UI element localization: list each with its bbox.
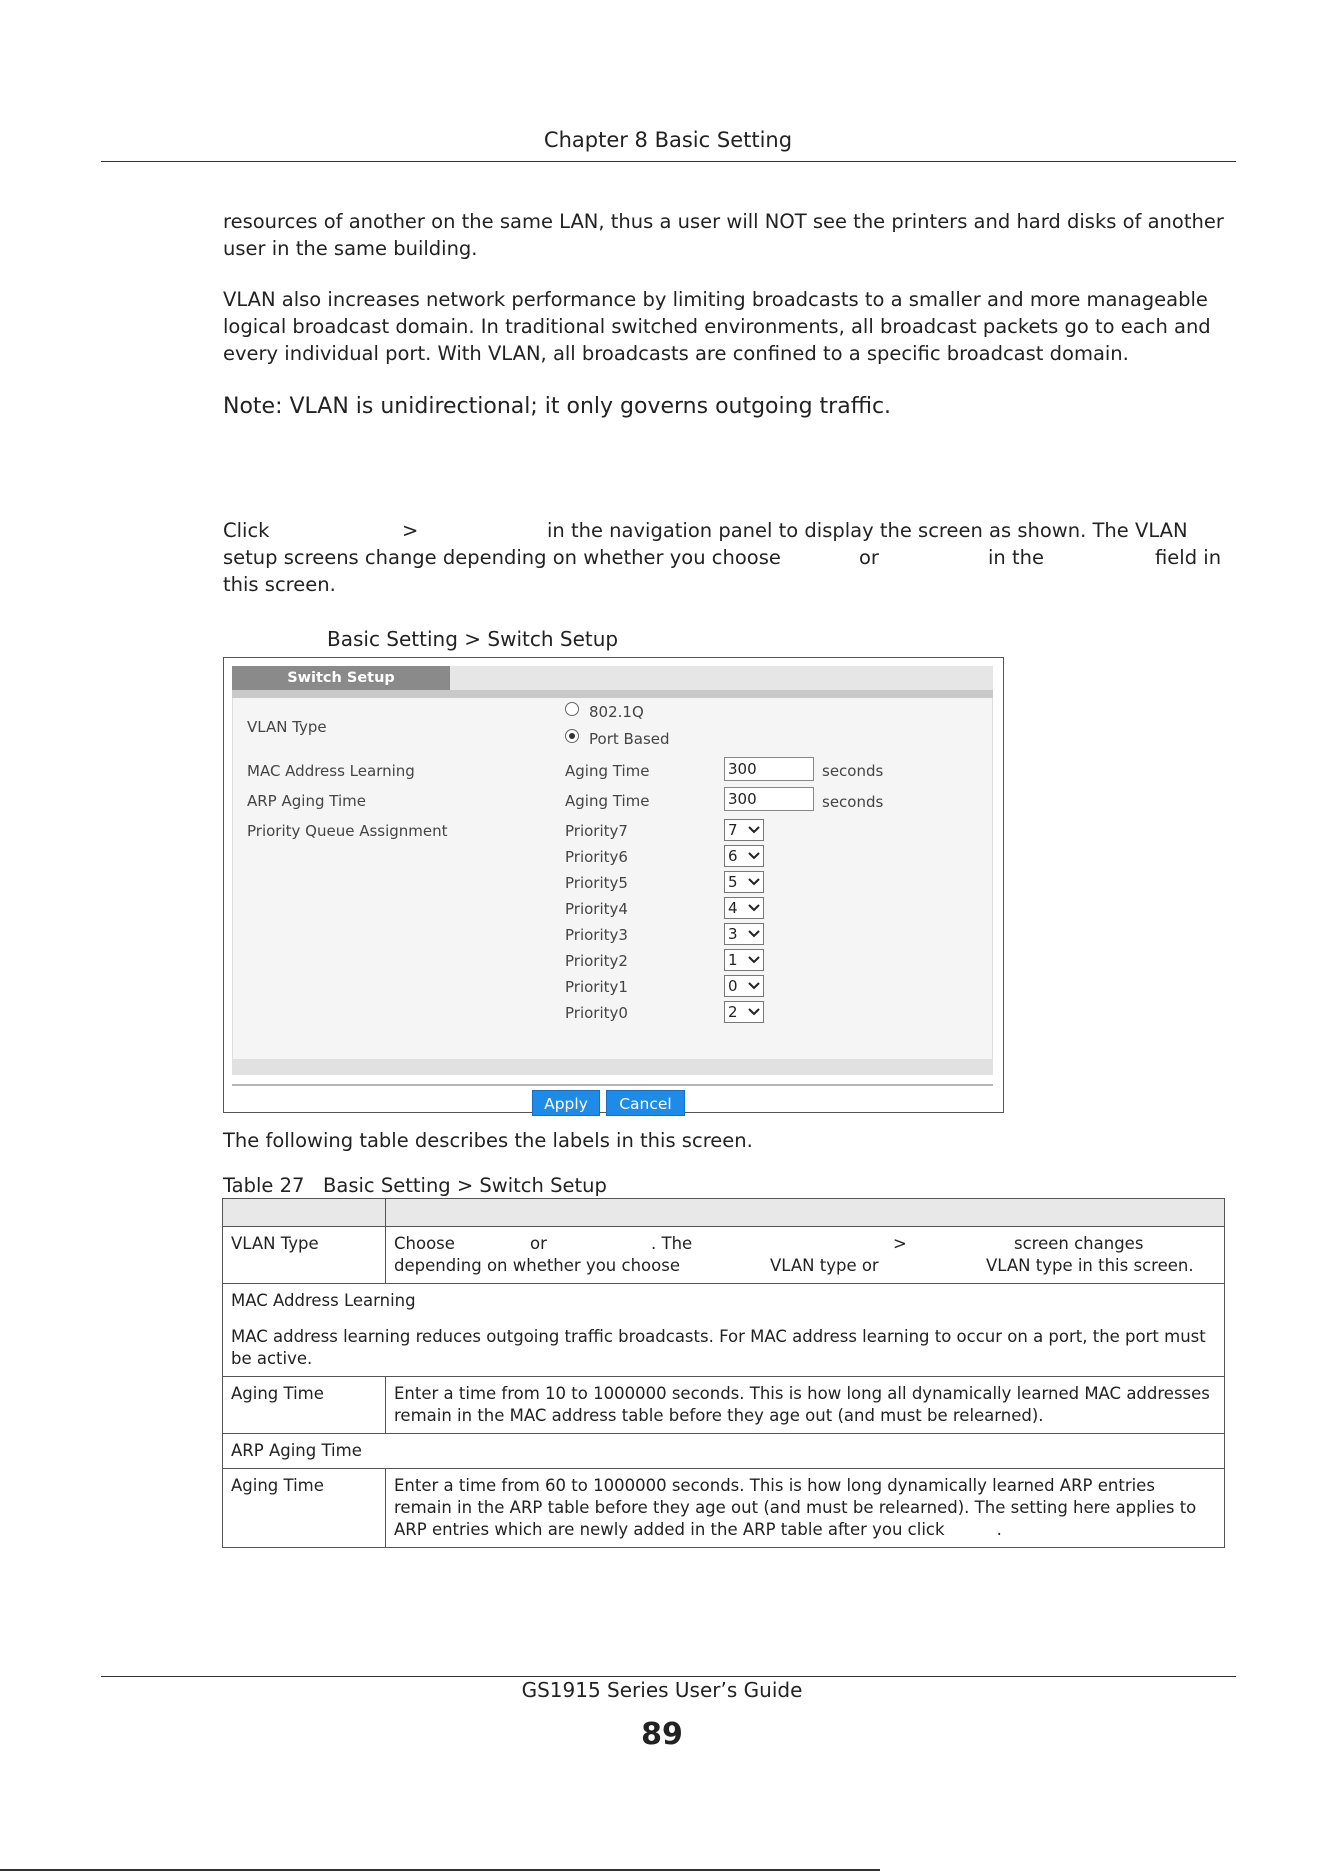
table-header-label [223, 1199, 386, 1227]
radio-802-1q[interactable] [565, 702, 579, 716]
settings-panel [232, 698, 993, 1059]
bottom-edge-line [0, 1869, 880, 1871]
priority4-label: Priority4 [565, 900, 628, 918]
priority1-label: Priority1 [565, 978, 628, 996]
vlan-desc-vlan-type-in: VLAN type in this screen. [986, 1256, 1194, 1275]
arp-seconds-label: seconds [822, 793, 884, 811]
table-row [223, 1469, 1225, 1548]
priority5-select[interactable] [724, 871, 764, 893]
priority4-select[interactable] [724, 897, 764, 919]
cancel-button[interactable]: Cancel [606, 1090, 685, 1116]
tab-bar [232, 666, 993, 698]
table-row [223, 1227, 1225, 1284]
header-rule [101, 161, 1236, 162]
tab-switch-setup[interactable]: Switch Setup [232, 666, 450, 690]
vlan-type-label: VLAN Type [247, 718, 327, 736]
row-mac-aging-desc: Enter a time from 10 to 1000000 seconds. This is how long all dynamically learned MAC addresses remain in the MAC address table before they age out (and must be relearned). [386, 1377, 1225, 1434]
footer-rule [101, 1676, 1236, 1677]
priority3-value: 3 [728, 925, 738, 943]
vlan-desc-line1 [394, 1233, 1216, 1255]
table-header-description [386, 1199, 1225, 1227]
mac-learning-text: MAC address learning reduces outgoing traffic broadcasts. For MAC address learning to occur on a port, the port must be active. [231, 1327, 1206, 1368]
radio-port-based-label: Port Based [589, 730, 670, 748]
vlan-desc-the: . The [651, 1234, 693, 1253]
priority1-value: 0 [728, 977, 738, 995]
priority2-value: 1 [728, 951, 738, 969]
priority1-select[interactable] [724, 975, 764, 997]
p3-this-screen: this screen. [223, 573, 336, 596]
priority4-value: 4 [728, 899, 738, 917]
vlan-desc-vlan-type-or: VLAN type or [770, 1256, 879, 1275]
priority0-value: 2 [728, 1003, 738, 1021]
paragraph-2 [223, 286, 1233, 367]
chevron-down-icon [748, 850, 760, 862]
p3-field-in: field in [1155, 546, 1222, 569]
priority7-value: 7 [728, 821, 738, 839]
priority3-select[interactable] [724, 923, 764, 945]
panel-bottom-bar [232, 1059, 993, 1075]
figure-caption: Basic Setting > Switch Setup [327, 627, 619, 651]
paragraph-2-text: VLAN also increases network performance by limiting broadcasts to a smaller and more manageable logical broadcast domain. In traditional switched environments, all broadcast packets go to each and every individual port. With VLAN, all broadcasts are confined to a specific broadcast domain. [223, 288, 1211, 365]
table-row [223, 1377, 1225, 1434]
chevron-down-icon [748, 876, 760, 888]
table-header-row [223, 1199, 1225, 1227]
page-number: 89 [641, 1717, 683, 1752]
chevron-down-icon [748, 902, 760, 914]
vlan-desc-choose: Choose [394, 1234, 455, 1253]
p3-nav-text: in the navigation panel to display the screen as shown. The VLAN [547, 519, 1188, 542]
chevron-down-icon [748, 954, 760, 966]
label-description-table [222, 1198, 1225, 1548]
radio-port-based[interactable] [565, 729, 579, 743]
chevron-down-icon [748, 1006, 760, 1018]
priority6-select[interactable] [724, 845, 764, 867]
table-row [223, 1434, 1225, 1469]
row-arp-aging-label: Aging Time [223, 1469, 386, 1548]
row-vlan-type-desc [386, 1227, 1225, 1284]
p3-in-the: in the [988, 546, 1044, 569]
arp-aging-desc-text: Enter a time from 60 to 1000000 seconds. This is how long dynamically learned ARP entries remain in the ARP table before they age out (and must be relearned). The setting here applies to ARP entries which are newly added in the ARP table after you click [394, 1476, 1197, 1539]
arp-aging-label: ARP Aging Time [247, 792, 366, 810]
priority6-label: Priority6 [565, 848, 628, 866]
button-separator [232, 1084, 993, 1086]
priority5-value: 5 [728, 873, 738, 891]
apply-button[interactable]: Apply [532, 1090, 600, 1116]
vlan-desc-or: or [530, 1234, 547, 1253]
p3-or: or [859, 546, 879, 569]
row-mac-learning [223, 1284, 1225, 1377]
mac-seconds-label: seconds [822, 762, 884, 780]
mac-learning-title: MAC Address Learning [231, 1291, 416, 1310]
p3-click: Click [223, 519, 270, 542]
priority2-select[interactable] [724, 949, 764, 971]
priority5-label: Priority5 [565, 874, 628, 892]
row-vlan-type-label: VLAN Type [223, 1227, 386, 1284]
vlan-desc-screen-changes: screen changes [1014, 1234, 1144, 1253]
footer-guide-title: GS1915 Series User’s Guide [521, 1678, 803, 1702]
mac-aging-time-label: Aging Time [565, 762, 650, 780]
vlan-desc-line2 [394, 1255, 1216, 1277]
arp-aging-time-label: Aging Time [565, 792, 650, 810]
priority0-label: Priority0 [565, 1004, 628, 1022]
table-row [223, 1284, 1225, 1377]
chevron-down-icon [748, 824, 760, 836]
arp-aging-time-input[interactable]: 300 [724, 787, 814, 811]
chevron-down-icon [748, 928, 760, 940]
chevron-down-icon [748, 980, 760, 992]
priority6-value: 6 [728, 847, 738, 865]
paragraph-1-text: resources of another on the same LAN, thus a user will NOT see the printers and hard disks of another user in the same building. [223, 210, 1224, 260]
mac-aging-time-input[interactable]: 300 [724, 757, 814, 781]
p3-setup-text: setup screens change depending on whether you choose [223, 546, 781, 569]
table-intro: The following table describes the labels in this screen. [223, 1129, 753, 1152]
priority2-label: Priority2 [565, 952, 628, 970]
radio-802-1q-label: 802.1Q [589, 703, 644, 721]
switch-setup-screenshot [223, 657, 1004, 1113]
p3-gt: > [402, 519, 419, 542]
row-mac-aging-label: Aging Time [223, 1377, 386, 1434]
mac-learning-label: MAC Address Learning [247, 762, 415, 780]
row-arp-aging-title: ARP Aging Time [223, 1434, 1225, 1469]
paragraph-1 [223, 208, 1233, 262]
priority3-label: Priority3 [565, 926, 628, 944]
vlan-desc-gt: > [893, 1234, 907, 1253]
priority7-select[interactable] [724, 819, 764, 841]
vlan-desc-depending: depending on whether you choose [394, 1256, 680, 1275]
table-caption: Table 27 Basic Setting > Switch Setup [223, 1174, 607, 1197]
chapter-header: Chapter 8 Basic Setting [543, 128, 793, 152]
priority-queue-label: Priority Queue Assignment [247, 822, 448, 840]
tab-underline [232, 690, 993, 698]
priority0-select[interactable] [724, 1001, 764, 1023]
priority7-label: Priority7 [565, 822, 628, 840]
arp-aging-desc-period: . [996, 1520, 1002, 1539]
note: Note: VLAN is unidirectional; it only governs outgoing traffic. [223, 394, 892, 419]
row-arp-aging-desc [386, 1469, 1225, 1548]
